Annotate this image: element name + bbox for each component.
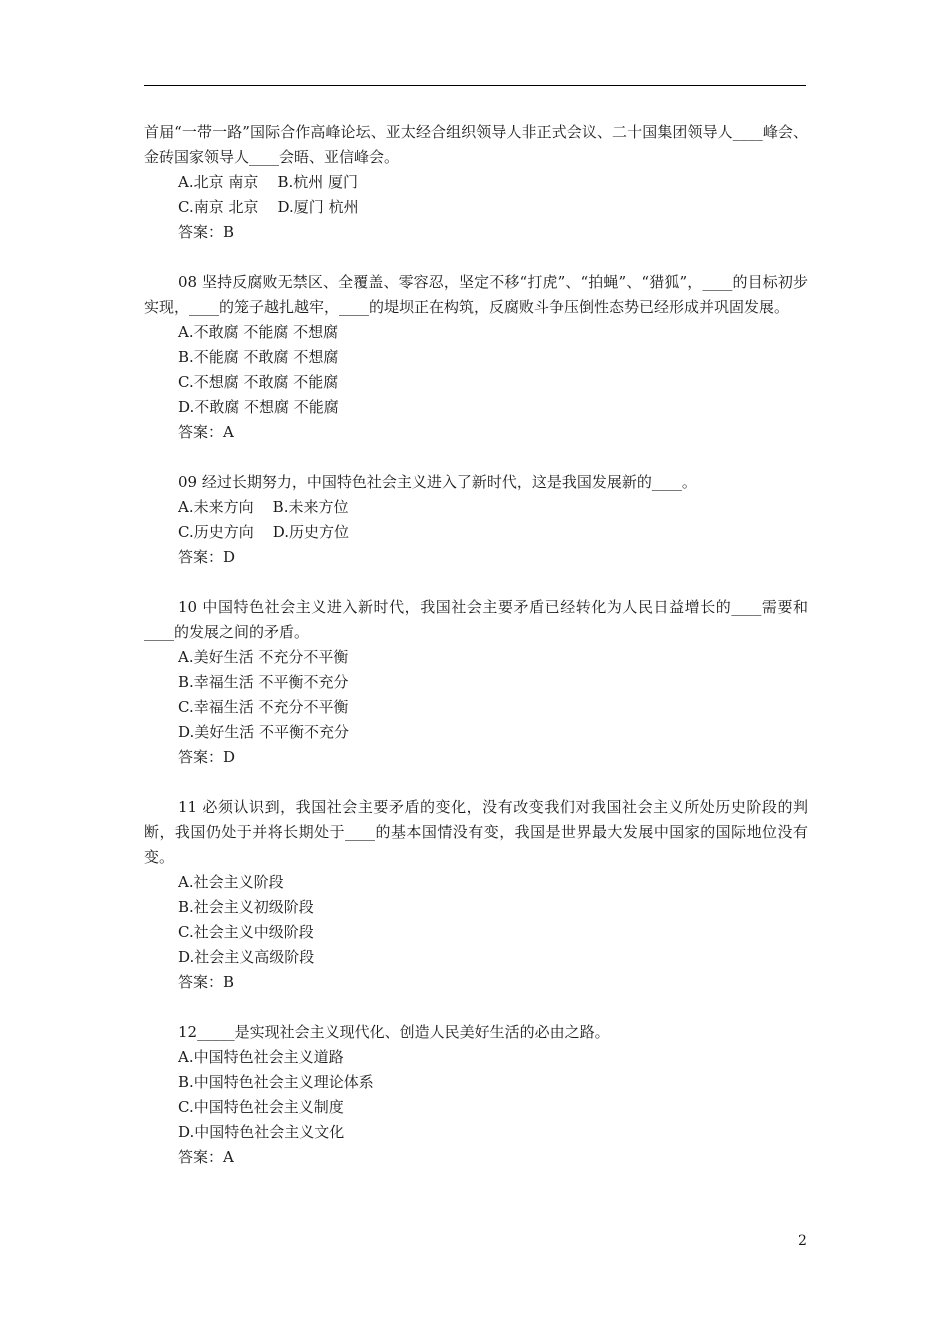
option-line: C.不想腐 不敢腐 不能腐 <box>178 373 339 391</box>
question-stem: 12_____是实现社会主义现代化、创造人民美好生活的必由之路。 <box>178 1023 610 1041</box>
option-line: B.中国特色社会主义理论体系 <box>178 1073 374 1091</box>
option-line: D.不敢腐 不想腐 不能腐 <box>178 398 339 416</box>
option-line: D.社会主义高级阶段 <box>178 948 315 966</box>
option-line: C.幸福生活 不充分不平衡 <box>178 698 349 716</box>
option-line: C.中国特色社会主义制度 <box>178 1098 344 1116</box>
question-block <box>144 120 808 245</box>
answer-line: 答案：A <box>178 423 234 441</box>
option-line: A.中国特色社会主义道路 <box>178 1048 344 1066</box>
option-line: C.社会主义中级阶段 <box>178 923 314 941</box>
question-stem: 09 经过长期努力，中国特色社会主义进入了新时代，这是我国发展新的____。 <box>178 473 697 491</box>
question-block <box>144 270 808 445</box>
option-line: B.社会主义初级阶段 <box>178 898 314 916</box>
option-line: A.美好生活 不充分不平衡 <box>178 648 349 666</box>
question-block <box>144 595 808 770</box>
question-block <box>144 470 808 570</box>
option-line: A.社会主义阶段 <box>178 873 284 891</box>
answer-line: 答案：B <box>178 973 235 991</box>
option-line: A.未来方向 B.未来方位 <box>178 498 349 516</box>
question-block <box>144 795 808 995</box>
page-number: 2 <box>798 1233 807 1249</box>
option-line: C.历史方向 D.历史方位 <box>178 523 350 541</box>
answer-line: 答案：D <box>178 748 236 766</box>
document-body <box>144 120 808 1170</box>
answer-line: 答案：B <box>178 223 235 241</box>
answer-line: 答案：A <box>178 1148 234 1166</box>
option-line: C.南京 北京 D.厦门 杭州 <box>178 198 359 216</box>
option-line: B.幸福生活 不平衡不充分 <box>178 673 349 691</box>
question-stem: 首届“一带一路”国际合作高峰论坛、亚太经合组织领导人非正式会议、二十国集团领导人____峰会、金砖国家领导人____会晤、亚信峰会。 <box>144 123 808 166</box>
header-rule <box>144 85 806 86</box>
option-line: D.美好生活 不平衡不充分 <box>178 723 350 741</box>
option-line: A.北京 南京 B.杭州 厦门 <box>178 173 359 191</box>
option-line: A.不敢腐 不能腐 不想腐 <box>178 323 339 341</box>
option-line: B.不能腐 不敢腐 不想腐 <box>178 348 339 366</box>
question-block <box>144 1020 808 1170</box>
question-stem: 08 坚持反腐败无禁区、全覆盖、零容忍，坚定不移“打虎”、“拍蝇”、“猎狐”，____的目标初步实现，____的笼子越扎越牢，____的堤坝正在构筑，反腐败斗争压倒性态势已经形成并巩固发展。 <box>144 273 808 316</box>
question-stem: 10 中国特色社会主义进入新时代，我国社会主要矛盾已经转化为人民日益增长的____需要和____的发展之间的矛盾。 <box>144 598 808 641</box>
question-stem: 11 必须认识到，我国社会主要矛盾的变化，没有改变我们对我国社会主义所处历史阶段的判断，我国仍处于并将长期处于____的基本国情没有变，我国是世界最大发展中国家的国际地位没有变。 <box>144 798 808 866</box>
option-line: D.中国特色社会主义文化 <box>178 1123 345 1141</box>
answer-line: 答案：D <box>178 548 236 566</box>
